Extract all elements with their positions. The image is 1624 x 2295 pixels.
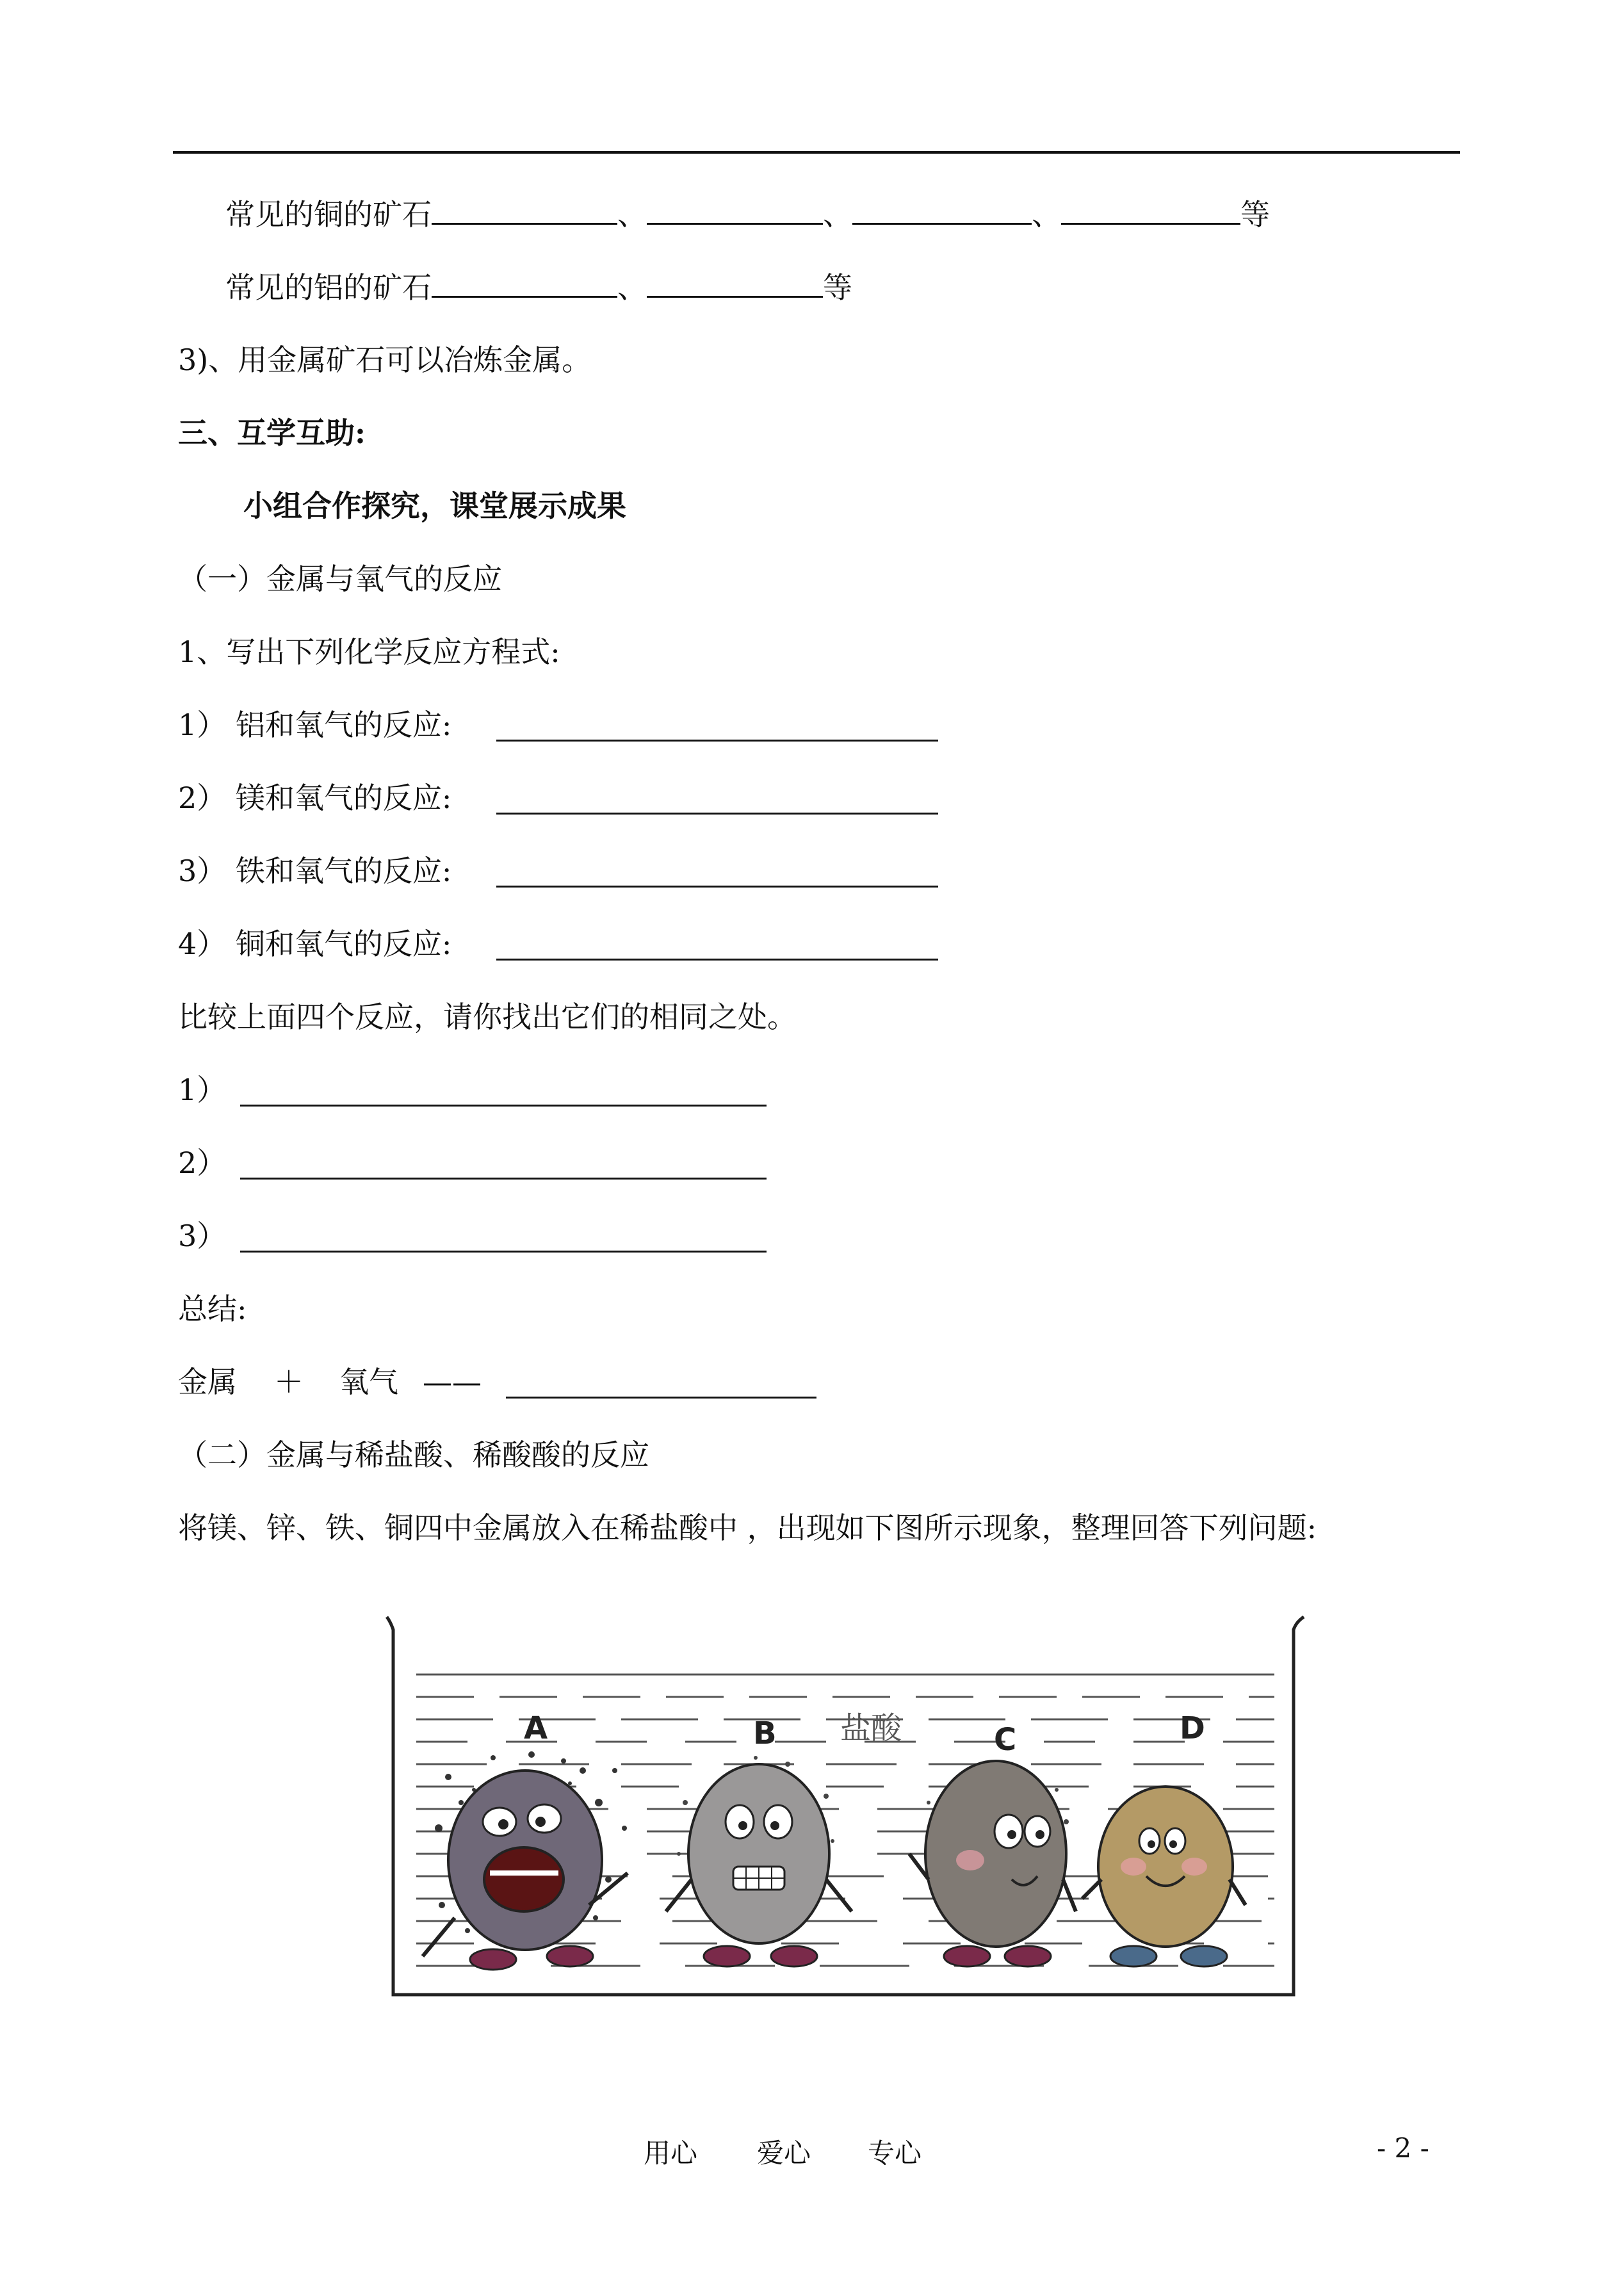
reaction-answer-line[interactable] bbox=[496, 813, 938, 815]
separator: 、 bbox=[617, 270, 647, 305]
separator: 、 bbox=[1032, 197, 1061, 232]
answer-blank[interactable] bbox=[647, 195, 823, 225]
footer-left: 用心 bbox=[644, 2137, 698, 2169]
compare-question: 比较上面四个反应，请你找出它们的相同之处。 bbox=[178, 1000, 797, 1034]
acid-label: 盐酸 bbox=[840, 1710, 902, 1746]
answer-blank[interactable] bbox=[432, 195, 617, 225]
separator: 、 bbox=[617, 197, 647, 232]
answer-blank[interactable] bbox=[432, 268, 617, 298]
answer-blank[interactable] bbox=[852, 195, 1032, 225]
question-1: 1、写出下列化学反应方程式: bbox=[178, 635, 560, 669]
summary-arrow: —— bbox=[423, 1365, 482, 1399]
summary-label: 总结: bbox=[178, 1292, 247, 1326]
footer-middle: 爱心 bbox=[757, 2137, 811, 2169]
etc-text: 等 bbox=[1240, 197, 1270, 232]
separator: 、 bbox=[823, 197, 852, 232]
summary-metal: 金属 bbox=[178, 1365, 237, 1399]
similarity-answer-line[interactable] bbox=[240, 1251, 767, 1253]
part-2-title: （二）金属与稀盐酸、稀酸酸的反应 bbox=[178, 1438, 649, 1472]
page-number: - 2 - bbox=[1377, 2132, 1429, 2164]
item-3-text: 3)、用金属矿石可以冶炼金属。 bbox=[178, 343, 592, 377]
summary-oxygen: 氧气 bbox=[339, 1365, 398, 1399]
copper-ores-label: 常见的铜的矿石 bbox=[225, 197, 432, 232]
part-1-title: （一）金属与氧气的反应 bbox=[178, 562, 502, 596]
copper-ores-line bbox=[225, 195, 1270, 232]
answer-blank[interactable] bbox=[1061, 195, 1240, 225]
acid-beaker-figure bbox=[378, 1610, 1313, 2007]
section-3-title: 三、互学互助: bbox=[178, 416, 366, 450]
metal-c-character bbox=[909, 1761, 1076, 1967]
metal-label-b: B bbox=[753, 1715, 777, 1751]
summary-answer-line[interactable] bbox=[506, 1397, 816, 1399]
similarity-label: 3） bbox=[178, 1219, 227, 1253]
reaction-answer-line[interactable] bbox=[496, 886, 938, 888]
reaction-answer-line[interactable] bbox=[496, 959, 938, 961]
header-rule bbox=[173, 151, 1460, 154]
similarity-label: 2） bbox=[178, 1146, 227, 1180]
aluminum-ores-line bbox=[225, 268, 852, 305]
metal-label-a: A bbox=[524, 1710, 548, 1746]
etc-text: 等 bbox=[823, 270, 852, 305]
footer-right: 专心 bbox=[868, 2137, 922, 2169]
metal-b-character bbox=[666, 1756, 852, 1967]
metal-label-d: D bbox=[1180, 1710, 1205, 1746]
reaction-label: 1） 铝和氧气的反应: bbox=[178, 708, 452, 742]
part-2-intro: 将镁、锌、铁、铜四中金属放入在稀盐酸中 ，出现如下图所示现象，整理回答下列问题: bbox=[178, 1511, 1317, 1545]
metal-label-c: C bbox=[994, 1722, 1017, 1758]
answer-blank[interactable] bbox=[647, 268, 823, 298]
summary-plus: ＋ bbox=[274, 1365, 304, 1399]
metal-d-character bbox=[1082, 1787, 1246, 1967]
reaction-answer-line[interactable] bbox=[496, 740, 938, 742]
section-3-subtitle: 小组合作探究，课堂展示成果 bbox=[243, 489, 626, 523]
similarity-label: 1） bbox=[178, 1073, 227, 1107]
reaction-label: 2） 镁和氧气的反应: bbox=[178, 781, 452, 815]
aluminum-ores-label: 常见的铝的矿石 bbox=[225, 270, 432, 305]
reaction-label: 3） 铁和氧气的反应: bbox=[178, 854, 452, 888]
reaction-label: 4） 铜和氧气的反应: bbox=[178, 927, 452, 961]
similarity-answer-line[interactable] bbox=[240, 1105, 767, 1107]
similarity-answer-line[interactable] bbox=[240, 1178, 767, 1180]
metal-a-character bbox=[423, 1751, 628, 1970]
